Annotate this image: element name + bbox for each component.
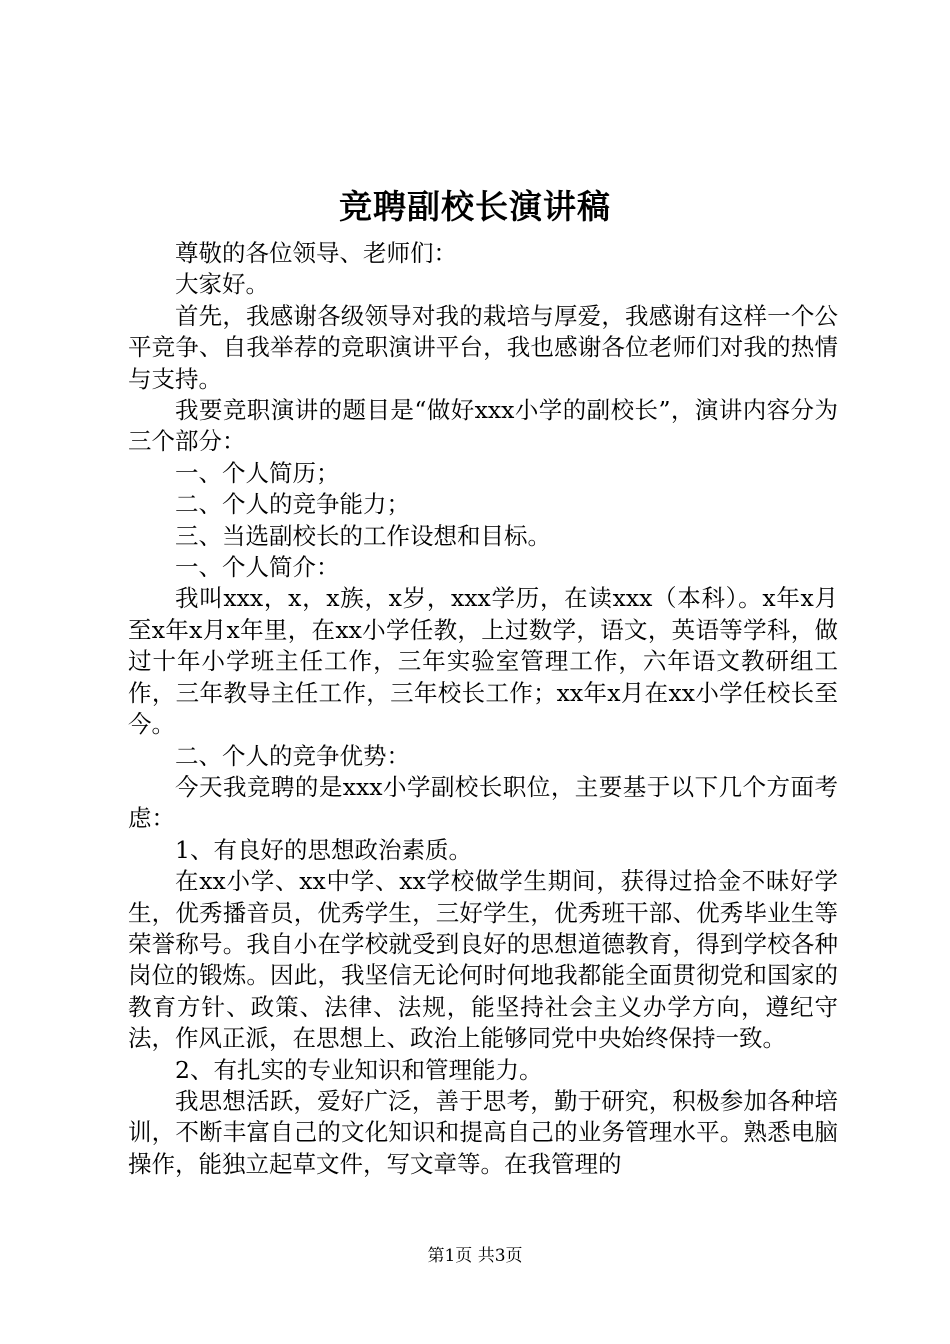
paragraph-outline-2: 二、个人的竞争能力； [175,490,410,519]
section-heading-advantages: 二、个人的竞争优势： [175,741,410,770]
paragraph-advantages-lead: 今天我竞聘的是xxx小学副校长职位，主要基于以下几个方面考虑： [128,772,838,833]
paragraph-salutation: 尊敬的各位领导、老师们： [175,239,457,267]
paragraph-professional: 我思想活跃，爱好广泛，善于思考，勤于研究，积极参加各种培训，不断丰富自己的文化知识和提高自己的业务管理水平。熟悉电脑操作，能独立起草文件，写文章等。在我管理的 [128,1086,838,1178]
document-title: 竞聘副校长演讲稿 [339,187,611,226]
paragraph-political: 在xx小学、xx中学、xx学校做学生期间，获得过拾金不昧好学生，优秀播音员，优秀学生，三好学生，优秀班干部、优秀毕业生等荣誉称号。我自小在学校就受到良好的思想道德教育，得到学校各种岗位的锻炼。因此，我坚信无论何时何地我都能全面贯彻党和国家的教育方针、政策、法律、法规，能坚持社会主义办学方向，遵纪守法，作风正派，在思想上、政治上能够同党中央始终保持一致。 [128,867,838,1053]
subheading-political: 1、有良好的思想政治素质。 [175,835,472,864]
page-footer: 第1页 共3页 [427,1246,523,1266]
paragraph-thanks: 首先，我感谢各级领导对我的栽培与厚爱，我感谢有这样一个公平竞争、自我举荐的竞职演讲平台，我也感谢各位老师们对我的热情与支持。 [128,301,838,393]
paragraph-outline-3: 三、当选副校长的工作设想和目标。 [175,521,551,550]
paragraph-outline-1: 一、个人简历； [175,458,340,487]
document-body [128,238,838,1180]
paragraph-greeting: 大家好。 [175,270,269,299]
paragraph-intro: 我叫xxx，x，x族，x岁，xxx学历，在读xxx（本科）。x年x月至x年x月x年里，在xx小学任教，上过数学，语文，英语等学科，做过十年小学班主任工作，三年实验室管理工作，六年语文教研组工作，三年教导主任工作，三年校长工作；xx年x月在xx小学任校长至今。 [128,584,838,739]
section-heading-intro: 一、个人简介： [175,553,340,582]
paragraph-topic: 我要竞职演讲的题目是“做好xxx小学的副校长”，演讲内容分为三个部分： [128,396,838,456]
subheading-professional: 2、有扎实的专业知识和管理能力。 [175,1055,543,1084]
